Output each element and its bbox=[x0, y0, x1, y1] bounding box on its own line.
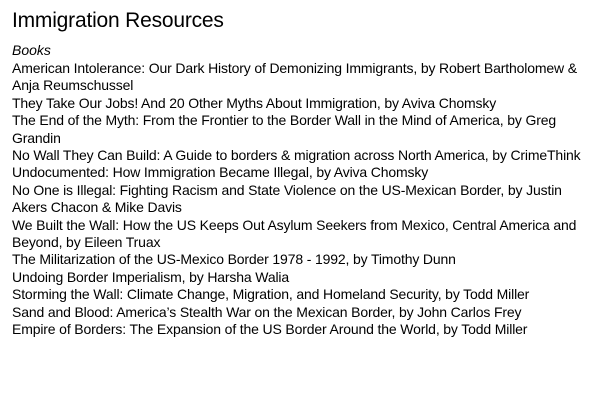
book-item: Undoing Border Imperialism, by Harsha Walia bbox=[12, 268, 290, 285]
book-item: No One is Illegal: Fighting Racism and State Violence on the US-Mexican Border, by Justin Akers Chacon & Mike Davis bbox=[12, 181, 562, 216]
book-item: Undocumented: How Immigration Became Illegal, by Aviva Chomsky bbox=[12, 164, 429, 181]
book-item: Empire of Borders: The Expansion of the US Border Around the World, by Todd Miller bbox=[12, 321, 528, 338]
book-item: We Built the Wall: How the US Keeps Out Asylum Seekers from Mexico, Central America and Beyond, by Eileen Truax bbox=[12, 216, 577, 251]
book-item: Sand and Blood: America’s Stealth War on the Mexican Border, by John Carlos Frey bbox=[12, 303, 522, 320]
book-item: American Intolerance: Our Dark History of Demonizing Immigrants, by Robert Bartholomew & Anja Reumschussel bbox=[12, 60, 577, 94]
book-item: Storming the Wall: Climate Change, Migration, and Homeland Security, by Todd Miller bbox=[12, 286, 530, 303]
book-item: The End of the Myth: From the Frontier to the Border Wall in the Mind of America, by Greg Grandin bbox=[12, 112, 557, 146]
book-list bbox=[12, 60, 597, 339]
section-label-books: Books bbox=[12, 42, 51, 58]
book-item: They Take Our Jobs! And 20 Other Myths About Immigration, by Aviva Chomsky bbox=[12, 94, 497, 111]
book-item: No Wall They Can Build: A Guide to borders & migration across North America, by CrimeThink bbox=[12, 147, 581, 164]
book-item: The Militarization of the US-Mexico Border 1978 - 1992, by Timothy Dunn bbox=[12, 251, 456, 268]
page-title: Immigration Resources bbox=[12, 9, 224, 32]
